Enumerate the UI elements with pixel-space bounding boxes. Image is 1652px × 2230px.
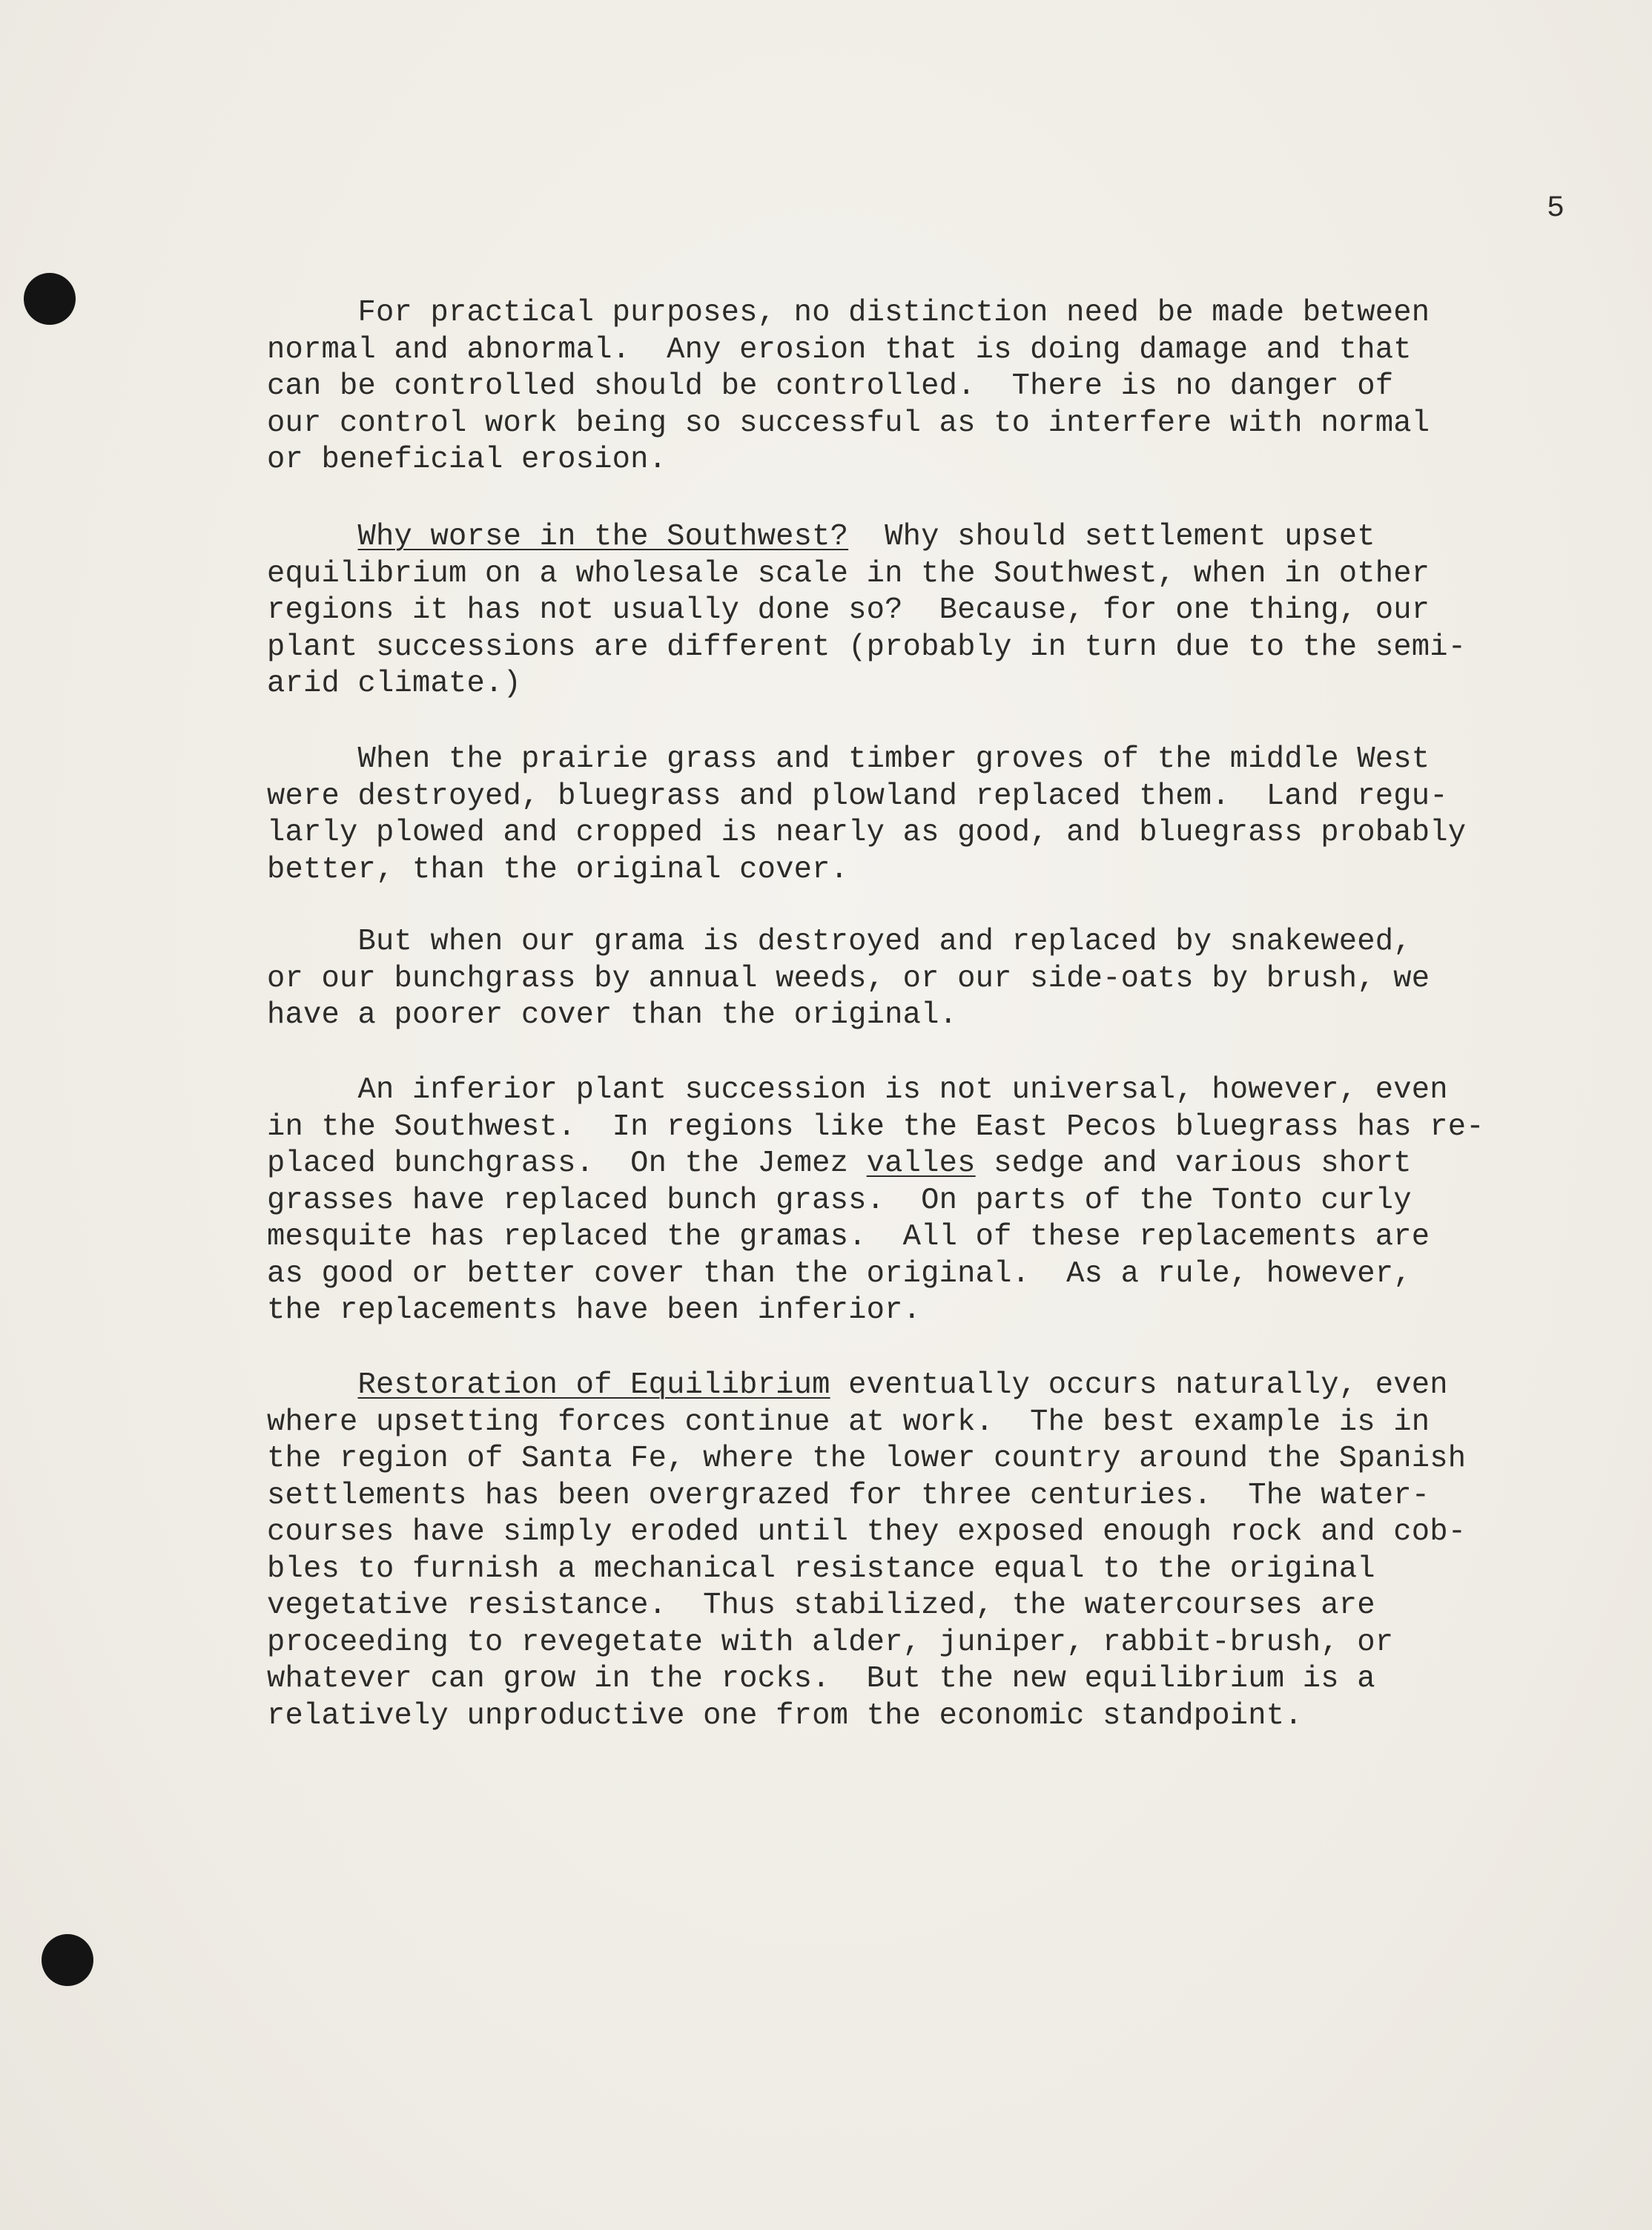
text-line: were destroyed, bluegrass and plowland replaced them. Land regu- — [267, 779, 1448, 814]
text-line: our control work being so successful as to interfere with normal — [267, 406, 1430, 441]
text-line: equilibrium on a wholesale scale in the Southwest, when in other — [267, 556, 1430, 591]
text-run: eventually occurs naturally, even — [830, 1368, 1448, 1402]
text-line: the replacements have been inferior. — [267, 1293, 922, 1327]
text-line: grasses have replaced bunch grass. On parts of the Tonto curly — [267, 1183, 1412, 1218]
section-heading-restoration: Restoration of Equilibrium — [357, 1368, 830, 1402]
text-line: the region of Santa Fe, where the lower country around the Spanish — [267, 1442, 1467, 1476]
paragraph-practical-purposes — [267, 295, 1527, 479]
text-line: whatever can grow in the rocks. But the new equilibrium is a — [267, 1662, 1375, 1696]
text-line: normal and abnormal. Any erosion that is doing damage and that — [267, 332, 1412, 367]
text-run: sedge and various short — [975, 1147, 1412, 1181]
text-line: plant successions are different (probably in turn due to the semi- — [267, 630, 1467, 664]
punch-hole-bottom — [42, 1934, 93, 1986]
text-line: or our bunchgrass by annual weeds, or our side-oats by brush, we — [267, 961, 1430, 996]
text-line: For practical purposes, no distinction need be made between — [267, 296, 1430, 330]
text-line: But when our grama is destroyed and replaced by snakeweed, — [267, 925, 1412, 959]
text-line: courses have simply eroded until they exposed enough rock and cob- — [267, 1515, 1467, 1549]
text-line: or beneficial erosion. — [267, 443, 667, 477]
text-line: regions it has not usually done so? Because, for one thing, our — [267, 593, 1430, 627]
text-line: can be controlled should be controlled. There is no danger of — [267, 369, 1394, 403]
text-line: relatively unproductive one from the economic standpoint. — [267, 1698, 1303, 1733]
section-heading-why-worse: Why worse in the Southwest? — [357, 520, 849, 554]
page-number: 5 — [1547, 192, 1565, 225]
text-line — [267, 1146, 1527, 1183]
text-line: in the Southwest. In regions like the East Pecos bluegrass has re- — [267, 1109, 1484, 1144]
text-line: vegetative resistance. Thus stabilized, the watercourses are — [267, 1589, 1375, 1623]
text-line: When the prairie grass and timber groves of the middle West — [267, 742, 1430, 776]
text-run: Why should settlement upset — [848, 520, 1375, 554]
text-line: An inferior plant succession is not universal, however, even — [267, 1073, 1448, 1107]
paragraph-why-worse — [267, 519, 1527, 703]
text-run: placed bunchgrass. On the Jemez — [267, 1147, 867, 1181]
paragraph-inferior-succession — [267, 1072, 1527, 1330]
text-line — [267, 1368, 1527, 1405]
text-line: arid climate.) — [267, 667, 522, 701]
paragraph-prairie-grass — [267, 742, 1527, 888]
text-line: bles to furnish a mechanical resistance equal to the original — [267, 1551, 1375, 1586]
text-line: as good or better cover than the original. As a rule, however, — [267, 1256, 1412, 1291]
underlined-term-valles: valles — [866, 1147, 976, 1181]
punch-hole-top — [24, 273, 76, 325]
text-line: have a poorer cover than the original. — [267, 998, 958, 1032]
text-line: better, than the original cover. — [267, 852, 849, 887]
text-line — [267, 519, 1527, 556]
text-line: settlements has been overgrazed for three centuries. The water- — [267, 1478, 1430, 1513]
text-line: larly plowed and cropped is nearly as good, and bluegrass probably — [267, 816, 1467, 850]
paragraph-restoration — [267, 1368, 1527, 1735]
text-line: proceeding to revegetate with alder, juniper, rabbit-brush, or — [267, 1625, 1394, 1660]
text-line: where upsetting forces continue at work. The best example is in — [267, 1405, 1430, 1439]
text-line: mesquite has replaced the gramas. All of these replacements are — [267, 1220, 1430, 1254]
paragraph-grama-destroyed — [267, 924, 1527, 1035]
